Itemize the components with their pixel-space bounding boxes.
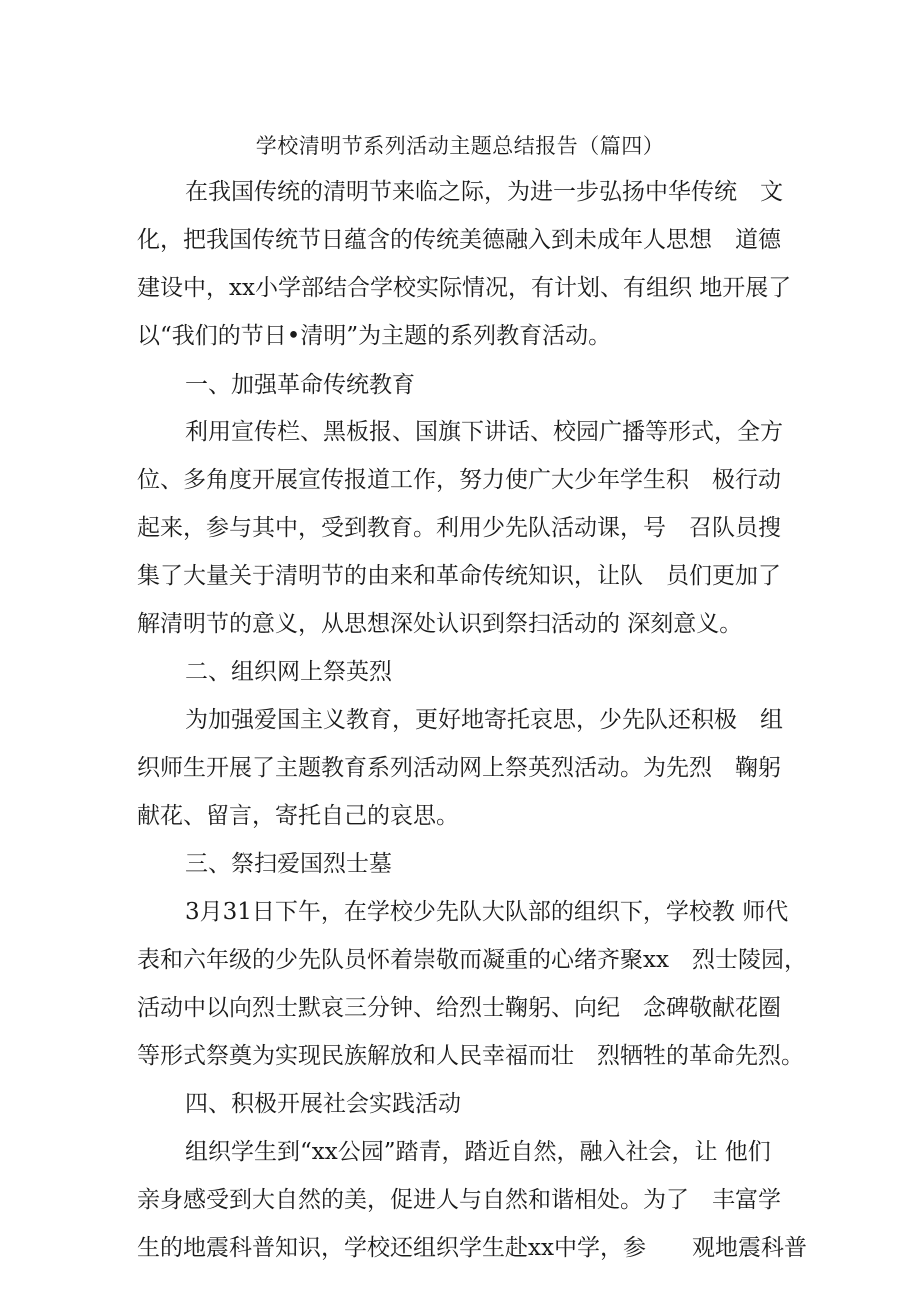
paragraph-line: 等形式祭奠为实现民族解放和人民幸福而壮 烈牺牲的革命先烈。 [137,1043,804,1069]
paragraph-line: 建设中，xx小学部结合学校实际情况，有计划、有组织 地开展了 [137,275,792,301]
section-heading: 四、积极开展社会实践活动 [185,1091,461,1117]
paragraph-line: 3月31日下午，在学校少先队大队部的组织下，学校教 师代 [185,899,789,925]
section-heading: 二、组织网上祭英烈 [185,659,392,685]
document-title: 学校清明节系列活动主题总结报告（篇四） [255,134,665,158]
section-heading: 三、祭扫爱国烈士墓 [185,851,392,877]
paragraph-line: 献花、留言，寄托自己的哀思。 [137,803,459,829]
paragraph-line: 亲身感受到大自然的美，促进人与自然和谐相处。为了 丰富学 [137,1187,781,1213]
paragraph-line: 组织学生到“xx公园”踏青，踏近自然，融入社会，让 他们 [185,1139,771,1165]
paragraph-line: 活动中以向烈士默哀三分钟、给烈士鞠躬、向纪 念碑敬献花圈 [137,995,781,1021]
paragraph-line: 解清明节的意义，从思想深处认识到祭扫活动的 深刻意义。 [137,611,743,637]
paragraph-line: 在我国传统的清明节来临之际，为进一步弘扬中华传统 文 [185,179,783,205]
paragraph-line: 集了大量关于清明节的由来和革命传统知识，让队 员们更加了 [137,563,781,589]
paragraph-line: 表和六年级的少先队员怀着崇敬而凝重的心绪齐聚xx 烈士陵园， [137,947,807,973]
paragraph-line: 以“我们的节日•清明”为主题的系列教育活动。 [137,323,612,349]
paragraph-line: 织师生开展了主题教育系列活动网上祭英烈活动。为先烈 鞠躬 [137,755,781,781]
paragraph-line: 生的地震科普知识，学校还组织学生赴xx中学，参 观地震科普 [137,1235,807,1261]
section-heading: 一、加强革命传统教育 [185,372,415,398]
paragraph-line: 为加强爱国主义教育，更好地寄托哀思，少先队还积极 组 [185,707,783,733]
paragraph-line: 起来，参与其中，受到教育。利用少先队活动课，号 召队员搜 [137,515,781,541]
paragraph-line: 化，把我国传统节日蕴含的传统美德融入到未成年人思想 道德 [137,227,781,253]
paragraph-line: 位、多角度开展宣传报道工作，努力使广大少年学生积 极行动 [137,467,781,493]
paragraph-line: 利用宣传栏、黑板报、国旗下讲话、校园广播等形式，全方 [185,419,783,445]
